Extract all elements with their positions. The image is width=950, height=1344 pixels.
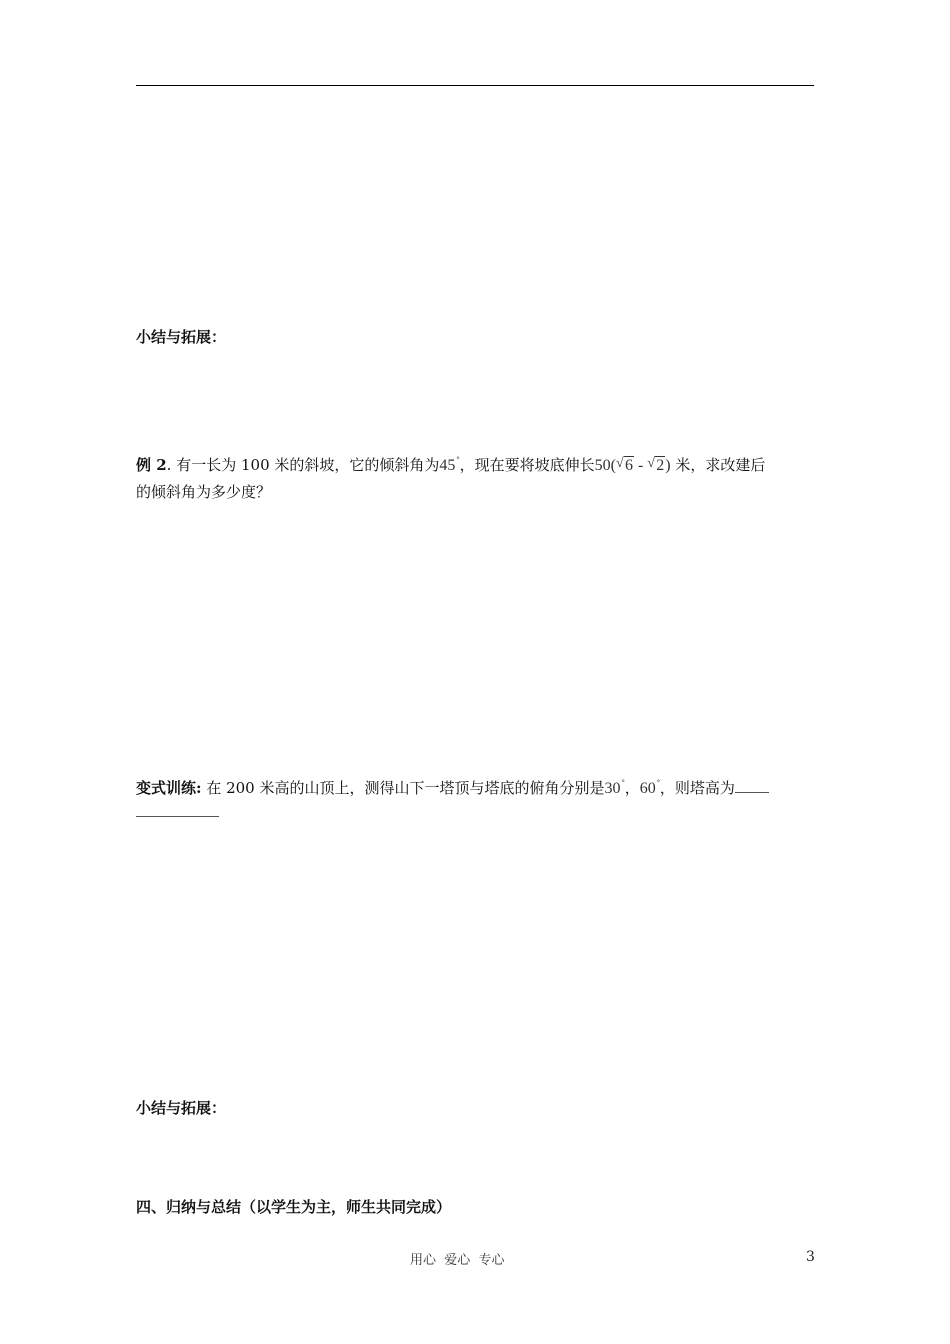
example-2-text-a: . 有一长为 100 米的斜坡，它的倾斜角为 bbox=[166, 456, 440, 474]
extension-expression: 50( √ 6 - √ 2) bbox=[595, 457, 671, 474]
variant-label: 变式训练: bbox=[136, 779, 202, 797]
example-2-text-b: ，现在要将坡底伸长 bbox=[459, 456, 595, 474]
footer-motto: 用心 爱心 专心 bbox=[410, 1253, 505, 1268]
depression-angle-1: 30° bbox=[604, 778, 625, 797]
example-2-label: 例 2 bbox=[136, 456, 167, 474]
summary-heading-2: 小结与拓展： bbox=[136, 1099, 227, 1117]
slope-angle: 45° bbox=[439, 455, 460, 474]
angle-separator: ， bbox=[624, 779, 640, 797]
answer-blank bbox=[735, 778, 769, 793]
variant-exercise-line bbox=[136, 772, 769, 800]
example-2-line-1 bbox=[136, 449, 765, 477]
summary-heading-1: 小结与拓展： bbox=[136, 328, 227, 346]
example-2-text-c: 米，求改建后 bbox=[670, 456, 766, 474]
header-rule bbox=[136, 85, 814, 86]
section-four-heading: 四、归纳与总结（以学生为主，师生共同完成） bbox=[136, 1198, 452, 1216]
example-2-line-2: 的倾斜角为多少度？ bbox=[136, 483, 272, 501]
sqrt-six: √ 6 bbox=[615, 456, 633, 474]
sqrt-two: √ 2 bbox=[647, 456, 665, 474]
answer-blank-continuation bbox=[136, 816, 219, 817]
variant-text-b: ，则塔高为 bbox=[659, 779, 735, 797]
page-number: 3 bbox=[806, 1249, 815, 1265]
depression-angle-2: 60° bbox=[639, 778, 660, 797]
variant-text-a: 在 200 米高的山顶上，测得山下一塔顶与塔底的俯角分别是 bbox=[201, 779, 605, 797]
